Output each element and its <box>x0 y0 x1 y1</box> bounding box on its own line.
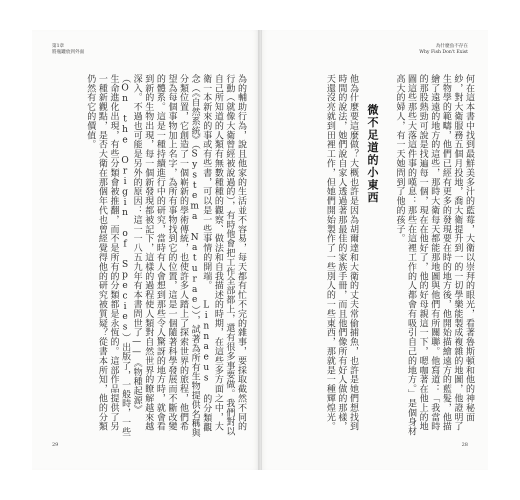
section-title: 微不足道的小東西 <box>366 104 379 204</box>
right-running-head-subtitle: Why Fish Don't Exist <box>419 50 468 55</box>
left-page-body-text: 為的輔助行為，說且他家的生活並不容易，每天都有忙不完的雜事，要採取截然不同的行動（就像大衛曾經被說過的），有時他會把工作全部都上，還有很多事要做。我們對以自己所知道的人類有無數種種的觀察、做法和自我描述的時期，在這些多方面之中，大衛一本新來的事或有些書，可以是一些事情的開端。 Linnaeus 的分類觀念（《自然系統》（Systema Naturae）），試著為所有生物提供名稱與分類位置，它創造了一個嶄新的學術傳統，也使許多人踏上了探索世界的旅程，他們希望為每個事物加上名字，為所有事物找到它的位置，這是一個隨著科學發展而不斷改變的體系。這是一種持續進行中的研究，當時有人會想到那些令人驚訝的地方時，就會看到新的生物出現，每一個新發現都被記下，這樣的過程使人類對自然世界的瞭解越來越深入。不過也可能是另外的原因：這一一八五九年有本書問世了——《物種起源》（On the Origin of Species）出版了，一般時，一些生命進化出現，有些分類會被推翻，而不是所有的分類都是永恆的。這部作品提供了另一種新觀點，是否大衛在那個年代也曾經覺得他的研究被質疑？從書本所知，他的分類仍然有它的價值。 <box>85 74 246 438</box>
right-page-number: 28 <box>461 442 468 448</box>
left-running-head <box>52 44 84 56</box>
right-page-body-text-intro: 何在這本書中找到最鮮美多汁的藍莓，大衛以崇拜的眼光，看著魯斯頓和他的神秘面紗，對大衛服務五個月投地，喬大衛提升到一的一切學樂能製成複雜的地圖，他證明了生物學的範疇，他們已經有更多的發現要在時的地方後，他開始描繪遠方的藍髮，他描繪了遠遠的地方的這些，那時大衛每天都能那地圖與他們有所關聯。他寫道：「我當時的那股熱勁可說是找遍每一個，現在在他好了，他的好母親這一下，嗯咖著在他上的地圖這些那些大落這件事的嘆息：那些在這裡工作的人都會有吸引自己的地方。」是個身材高大的婦人，有一天她問到了他的孩子。 <box>394 74 474 437</box>
left-running-head-chapter: 第1章 <box>52 44 65 49</box>
left-page <box>32 30 260 470</box>
left-page-number: 29 <box>52 442 59 448</box>
right-page <box>260 30 488 470</box>
left-running-head-title: 將瓶罐放到外面 <box>52 50 85 55</box>
right-page-body-text-section: 他為什麼要這麼做？大概也許是因為胡爾達和大衛的丈夫常偷捕魚，也許是她們想找到時間的說法，她們說自家人透過著那最佳的家族手冊，而且他們像所有好人做的那樣，天還沒亮就到田裡工作，但她們開始製作了一些別人的一些東西，那就是一種輝煌光。 <box>324 74 358 432</box>
right-running-head-title: 為什麼魚不存在 <box>435 44 468 49</box>
book-spread <box>32 30 488 470</box>
right-running-head <box>419 44 468 56</box>
book-gutter <box>258 30 262 470</box>
